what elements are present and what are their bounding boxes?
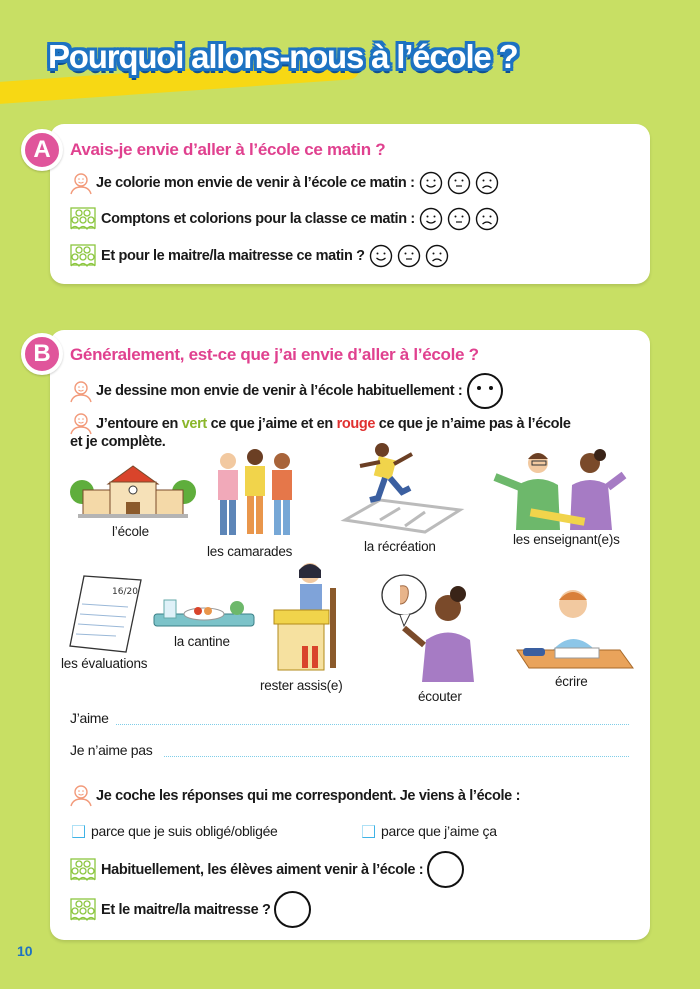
circle-row-p3: ce que je n’aime pas à l’école xyxy=(375,415,571,432)
row-a3-text: Et pour le maitre/la maitresse ce matin ? xyxy=(101,248,365,264)
happy-face-icon[interactable] xyxy=(419,207,443,231)
teacher-row-text: Et le maitre/la maitresse ? xyxy=(101,901,271,918)
neutral-face-icon[interactable] xyxy=(447,171,471,195)
label-evaluations: les évaluations xyxy=(61,656,148,671)
pupils-row xyxy=(70,851,464,888)
listening-illustration[interactable] xyxy=(380,570,480,685)
circle-row xyxy=(70,412,571,435)
green-word: vert xyxy=(181,415,207,432)
single-person-icon xyxy=(70,412,92,435)
like-answer-line[interactable] xyxy=(116,724,629,725)
group-icon xyxy=(70,207,97,231)
label-writing: écrire xyxy=(555,674,588,689)
happy-face-icon[interactable] xyxy=(419,171,443,195)
option-like-label: parce que j’aime ça xyxy=(381,823,497,839)
neutral-face-icon[interactable] xyxy=(447,207,471,231)
row-a1 xyxy=(70,171,499,195)
check-row-text: Je coche les réponses qui me correspondent. Je viens à l’école : xyxy=(96,787,521,804)
page-number: 10 xyxy=(17,943,33,959)
label-sitting: rester assis(e) xyxy=(260,678,343,693)
row-a3 xyxy=(70,244,449,268)
single-person-icon xyxy=(70,172,92,195)
recess-illustration[interactable] xyxy=(340,440,465,535)
writing-illustration[interactable] xyxy=(515,582,635,672)
sad-face-icon[interactable] xyxy=(475,171,499,195)
single-person-icon xyxy=(70,784,92,807)
like-label: J’aime xyxy=(70,710,109,726)
classmates-illustration[interactable] xyxy=(210,443,300,540)
svg-text:16/20: 16/20 xyxy=(112,587,138,597)
section-b-heading: Généralement, est-ce que j’ai envie d’aller à l’école ? xyxy=(70,345,479,364)
label-listening: écouter xyxy=(418,689,462,704)
row-a2-text: Comptons et colorions pour la classe ce matin : xyxy=(101,211,415,227)
checkbox[interactable] xyxy=(72,825,85,838)
dislike-label: Je n’aime pas xyxy=(70,742,153,758)
draw-row-text: Je dessine mon envie de venir à l’école habituellement : xyxy=(96,383,463,399)
circle-row-p2: ce que j’aime et en xyxy=(206,415,337,432)
section-a-heading: Avais-je envie d’aller à l’école ce matin ? xyxy=(70,140,386,159)
group-icon xyxy=(70,244,97,268)
blank-face-drawing-area[interactable] xyxy=(466,372,504,410)
section-b-badge: B xyxy=(21,333,63,375)
pupils-answer-circle[interactable] xyxy=(427,851,464,888)
label-canteen: la cantine xyxy=(174,634,230,649)
check-row xyxy=(70,784,520,807)
page-title: Pourquoi allons-nous à l’école ? xyxy=(48,38,518,75)
option-like[interactable] xyxy=(362,823,497,839)
canteen-illustration[interactable] xyxy=(152,596,257,632)
option-obliged[interactable] xyxy=(72,823,278,839)
label-school: l’école xyxy=(112,524,149,539)
draw-row xyxy=(70,372,504,410)
teachers-illustration[interactable] xyxy=(490,445,630,530)
teacher-answer-circle[interactable] xyxy=(274,891,311,928)
sad-face-icon[interactable] xyxy=(475,207,499,231)
sitting-illustration[interactable] xyxy=(272,558,347,673)
row-a2 xyxy=(70,207,499,231)
group-icon xyxy=(70,858,97,882)
sad-face-icon[interactable] xyxy=(425,244,449,268)
happy-face-icon[interactable] xyxy=(369,244,393,268)
teacher-row xyxy=(70,891,311,928)
neutral-face-icon[interactable] xyxy=(397,244,421,268)
dislike-answer-line[interactable] xyxy=(164,756,629,757)
circle-row-p1: J’entoure en xyxy=(96,415,182,432)
label-classmates: les camarades xyxy=(207,544,293,559)
evaluations-illustration[interactable] xyxy=(66,574,146,654)
label-recess: la récréation xyxy=(364,539,436,554)
red-word: rouge xyxy=(336,415,376,432)
school-illustration[interactable] xyxy=(68,462,198,522)
checkbox[interactable] xyxy=(362,825,375,838)
group-icon xyxy=(70,898,97,922)
row-a1-text: Je colorie mon envie de venir à l’école ce matin : xyxy=(96,175,415,191)
section-a-badge: A xyxy=(21,129,63,171)
option-obliged-label: parce que je suis obligé/obligée xyxy=(91,823,278,839)
pupils-row-text: Habituellement, les élèves aiment venir à l’école : xyxy=(101,861,424,878)
circle-row-line2: et je complète. xyxy=(70,434,166,450)
label-teachers: les enseignant(e)s xyxy=(513,532,620,547)
single-person-icon xyxy=(70,380,92,403)
